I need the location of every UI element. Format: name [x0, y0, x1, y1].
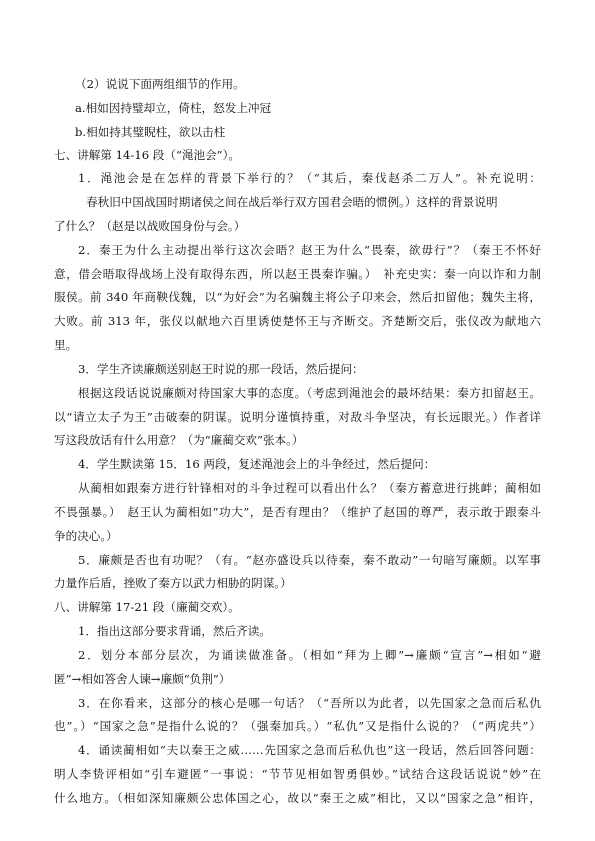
text-line: 1．指出这部分要求背诵，然后齐读。	[78, 624, 271, 638]
text-line: 了什么？（赵是以战败国身份与会。）	[54, 219, 246, 233]
text-line: 争的决心。）	[54, 529, 118, 543]
text-line: 明人李贽评相如“引车避匿”一事说：“节节见相如智勇俱妙。”试结合这段话说说“妙”在	[54, 767, 541, 781]
text-line: 力量作后盾，挫败了秦方以武力相胁的阴谋。）	[54, 576, 292, 590]
text-line: 3．在你看来，这部分的核心是哪一句话？（“吾所以为此者，以先国家之急而后私仇	[78, 696, 541, 710]
text-line: 5．廉颇是否也有功呢？（有。“赵亦盛设兵以待秦，秦不敢动”一句暗写廉颇。以军事	[78, 553, 541, 567]
text-line: 2．秦王为什么主动提出举行这次会晤？赵王为什么“畏秦，欲毋行”？（秦王不怀好	[78, 243, 541, 257]
text-line: 意，借会晤取得战场上没有取得东西，所以赵王畏秦诈骗。） 补充史实：秦一向以诈和力制	[54, 267, 541, 281]
text-line: 根据这段话说说廉颇对待国家大事的态度。（考虑到渑池会的最坏结果：秦方扣留赵王。	[78, 386, 541, 400]
text-line: 4．诵读蔺相如“夫以秦王之威……先国家之急而后私仇也”这一段话，然后回答问题：	[78, 743, 541, 757]
text-line: b.相如持其璧睨柱，欲以击柱	[75, 125, 226, 139]
text-line: 服侯。前 340 年商鞅伐魏，以“为好会”为名骗魏主将公子卬来会，然后扣留他；魏失主将，	[54, 290, 541, 304]
text-line: 大败。前 313 年，张仪以献地六百里诱使楚怀王与齐断交。齐楚断交后，张仪改为献地六	[54, 314, 541, 328]
text-line: 什么地方。（相如深知廉颇公忠体国之心，故以“秦王之威”相比，又以“国家之急”相许，	[54, 791, 541, 805]
text-line: 从蔺相如跟秦方进行针锋相对的斗争过程可以看出什么？（秦方蓄意进行挑衅；蔺相如	[78, 481, 541, 495]
text-line: 1．渑池会是在怎样的背景下举行的？（“其后，秦伐赵杀二万人”。补充说明：	[78, 171, 541, 185]
text-line: 4．学生默读第 15．16 两段，复述渑池会上的斗争经过，然后提问：	[78, 457, 436, 471]
text-line: 以“请立太子为王”击破秦的阴谋。说明分谨慎持重，对敌斗争坚决，有长远眼光。）作者详	[54, 410, 541, 424]
text-line: a.相如因持璧却立，倚柱，怒发上冲冠	[75, 101, 272, 115]
text-line: （2）说说下面两组细节的作用。	[75, 77, 245, 91]
text-line: 写这段放话有什么用意？（为“廉蔺交欢”张本。）	[54, 433, 304, 447]
text-line: 春秋旧中国战国时期诸侯之间在战后举行双方国君会晤的惯例。）这样的背景说明	[86, 195, 498, 209]
text-line: 2．划分本部分层次，为诵读做准备。（相如“拜为上卿”→廉颇“宣言”→相如“避	[78, 648, 541, 662]
text-line: 不畏强暴。） 赵王认为蔺相如“功大”，是否有理由？（维护了赵国的尊严，表示敢于跟秦斗	[54, 505, 541, 519]
text-line: 也”。）“国家之急”是指什么说的？（强秦加兵。）“私仇”又是指什么说的？（“两虎共”）	[54, 719, 541, 733]
section-heading: 八、讲解第 17-21 段（廉蔺交欢）。	[54, 600, 240, 614]
section-heading: 七、讲解第 14-16 段（“渑池会”）。	[54, 148, 240, 162]
text-line: 匿”→相如答舍人谏→廉颇“负荆”）	[54, 672, 231, 686]
text-line: 里。	[54, 338, 78, 352]
text-line: 3．学生齐读廉颇送别赵王时说的那一段话，然后提问：	[78, 362, 364, 376]
